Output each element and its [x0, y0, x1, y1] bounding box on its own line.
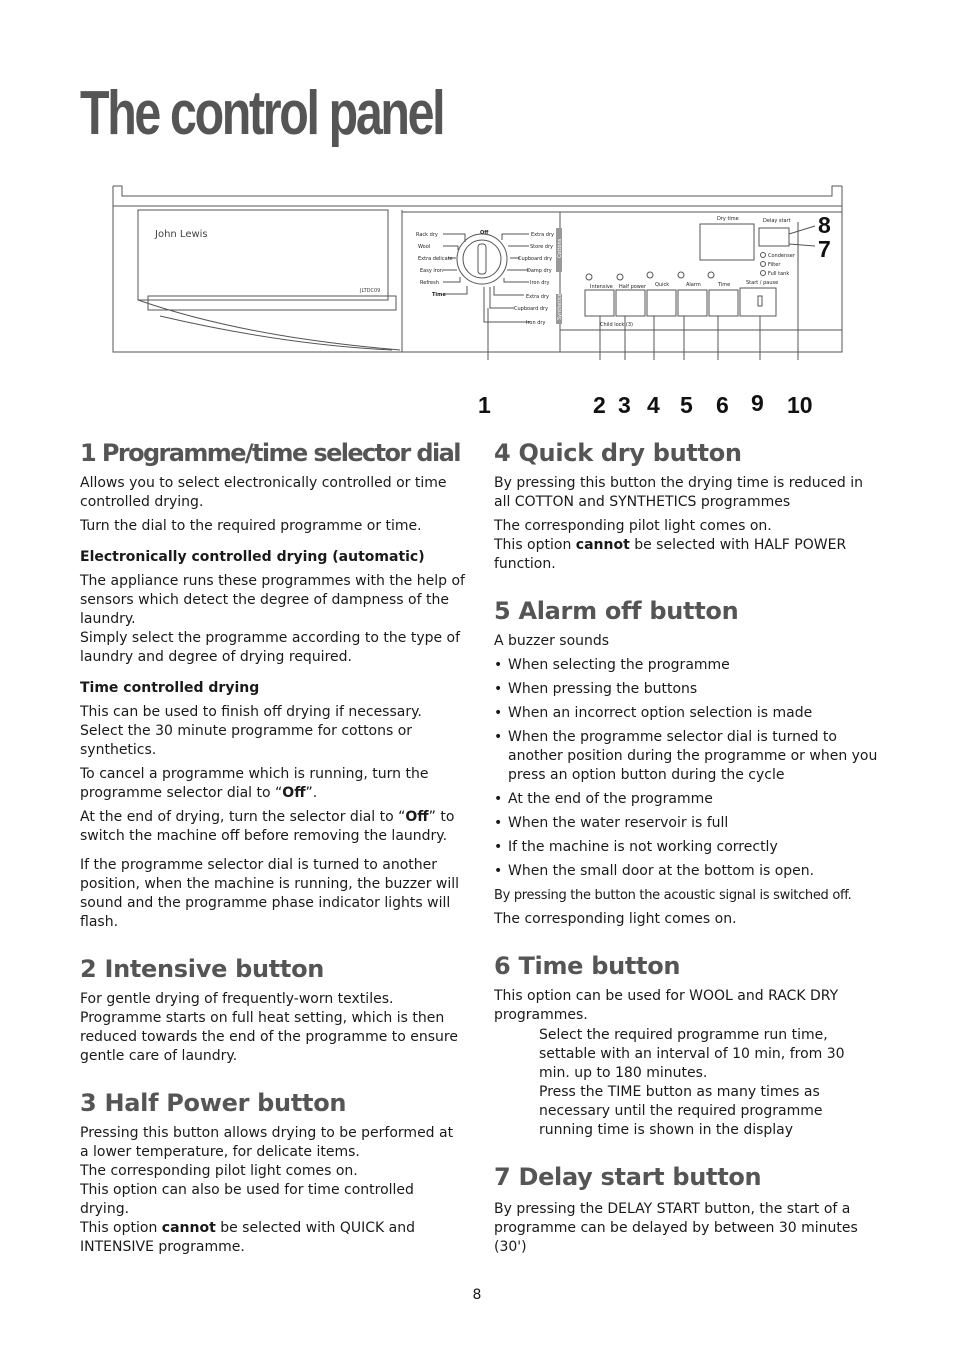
s1-p2: Turn the dial to the required programme or time.: [80, 518, 422, 534]
list-item: • When selecting the programme: [494, 656, 879, 675]
callout-4: 4: [647, 392, 660, 418]
s4-p2: The corresponding pilot light comes on. This option cannot be selected with HALF POWER function.: [494, 518, 847, 572]
dial-label-damp-dry: Damp dry: [527, 268, 552, 274]
dial-label-cupboard-dry-cotton: Cupboard dry: [518, 256, 553, 262]
dial-label-extra-delicate: Extra delicate: [418, 256, 453, 262]
s1-sub2: Time controlled drying: [80, 680, 260, 696]
s2-p1: For gentle drying of frequently-worn textiles. Programme starts on full heat setting, which is then reduced towards the end of the programme to ensure gentle care of laundry.: [80, 991, 458, 1064]
button-label-intensive: Intensive: [590, 284, 613, 290]
button-label-half-power: Half power: [619, 284, 647, 290]
section-4-heading: 4 Quick dry button: [494, 439, 742, 467]
s7-p1: By pressing the DELAY START button, the start of a programme can be delayed by between 30 minutes (30'): [494, 1201, 858, 1255]
list-item: • When pressing the buttons: [494, 680, 879, 699]
display-label-delay-start: Delay start: [763, 218, 791, 224]
s1-p3: The appliance runs these programmes with the help of sensors which detect the degree of dampness of the laundry. Simply select the programme according to the type of laundry and degree of drying required.: [80, 573, 465, 665]
button-label-quick: Quick: [655, 282, 670, 288]
s1-p9: If the programme selector dial is turned to another position, when the machine is running, the buzzer will sound and the programme phase indicator lights will flash.: [80, 857, 460, 930]
s5-p2: The corresponding light comes on.: [494, 911, 737, 927]
control-panel-diagram: [110, 182, 850, 360]
dial-label-iron-dry-synthetic: Iron dry: [526, 320, 546, 326]
dial-label-extra-dry-cotton: Extra dry: [531, 232, 554, 238]
s5-intro: A buzzer sounds: [494, 633, 610, 649]
s4-p1: By pressing this button the drying time is reduced in all COTTON and SYNTHETICS programmes: [494, 475, 863, 510]
s6-p1: This option can be used for WOOL and RACK DRY programmes.: [494, 988, 839, 1023]
right-column: [494, 438, 879, 1262]
dial-label-extra-dry-synthetic: Extra dry: [526, 294, 549, 300]
section-3-heading: 3 Half Power button: [80, 1089, 347, 1117]
list-item: • If the machine is not working correctly: [494, 838, 879, 857]
list-item: • When an incorrect option selection is made: [494, 704, 879, 723]
dial-label-cupboard-dry-synthetic: Cupboard dry: [514, 306, 549, 312]
page-title: The control panel: [80, 79, 444, 148]
callout-8: 8: [818, 212, 831, 238]
callout-5: 5: [680, 392, 693, 418]
s3-p1: Pressing this button allows drying to be performed at a lower temperature, for delicate items. The corresponding pilot light comes on. This option can also be used for time controlled drying. This option cannot be selected with QUICK and INTENSIVE programme.: [80, 1125, 454, 1255]
callout-1: 1: [478, 392, 491, 418]
section-6-heading: 6 Time button: [494, 952, 681, 980]
s1-p7: To cancel a programme which is running, turn the programme selector dial to “Off”.: [80, 766, 429, 801]
s1-sub1: Electronically controlled drying (automatic): [80, 549, 425, 565]
section-2-heading: 2 Intensive button: [80, 955, 325, 983]
list-item: • At the end of the programme: [494, 790, 879, 809]
dial-label-refresh: Refresh: [420, 280, 439, 286]
button-label-time: Time: [718, 282, 731, 288]
model-label: JLTDC09: [360, 288, 381, 294]
indicator-label-full-tank: Full tank: [768, 271, 790, 277]
dial-label-easy-iron: Easy iron: [420, 268, 443, 274]
s1-p8: At the end of drying, turn the selector dial to “Off” to switch the machine off before removing the laundry.: [80, 809, 455, 844]
callout-10: 10: [787, 392, 813, 418]
brand-label: John Lewis: [155, 229, 208, 240]
band-upper-label: Cottons: [557, 238, 563, 258]
section-7-heading: 7 Delay start button: [494, 1163, 762, 1191]
button-label-start-pause: Start / pause: [746, 280, 779, 286]
list-item: • When the programme selector dial is turned to another position during the programme or when you press an option button during the cycle: [494, 728, 879, 785]
button-label-alarm: Alarm: [686, 282, 701, 288]
display-label-dry-time: Dry time: [717, 216, 739, 222]
callout-9: 9: [751, 390, 764, 416]
s1-p5: This can be used to finish off drying if necessary. Select the 30 minute programme for cottons or synthetics.: [80, 704, 422, 758]
band-lower-label: Synthetics: [557, 293, 563, 320]
child-lock-label: Child lock (3): [600, 322, 633, 328]
dial-label-off: Off: [480, 230, 489, 236]
s6-p2: Select the required programme run time, settable with an interval of 10 min, from 30 min. up to 180 minutes. Press the TIME button as many times as necessary until the required programme running time is shown in the display: [539, 1027, 845, 1138]
s5-list: [494, 656, 879, 881]
dial-label-rack-dry: Rack dry: [416, 232, 438, 238]
list-item: • When the small door at the bottom is open.: [494, 862, 879, 881]
callout-2: 2: [593, 392, 606, 418]
indicator-label-condenser: Condenser: [768, 253, 795, 259]
callout-3: 3: [618, 392, 631, 418]
dial-label-wool: Wool: [418, 244, 431, 250]
callout-7: 7: [818, 236, 831, 262]
left-column: [80, 438, 465, 1262]
dial-label-time: Time: [432, 292, 446, 298]
callout-6: 6: [716, 392, 729, 418]
dial-label-iron-dry-cotton: Iron dry: [530, 280, 550, 286]
s5-p1: By pressing the button the acoustic signal is switched off.: [494, 888, 852, 903]
page-number: 8: [472, 1287, 482, 1303]
section-5-heading: 5 Alarm off button: [494, 597, 739, 625]
dial-label-store-dry: Store dry: [530, 244, 553, 250]
list-item: • When the water reservoir is full: [494, 814, 879, 833]
indicator-label-filter: Filter: [768, 262, 781, 268]
s1-p1: Allows you to select electronically controlled or time controlled drying.: [80, 475, 447, 510]
section-1-heading: 1 Programme/time selector dial: [80, 439, 460, 467]
